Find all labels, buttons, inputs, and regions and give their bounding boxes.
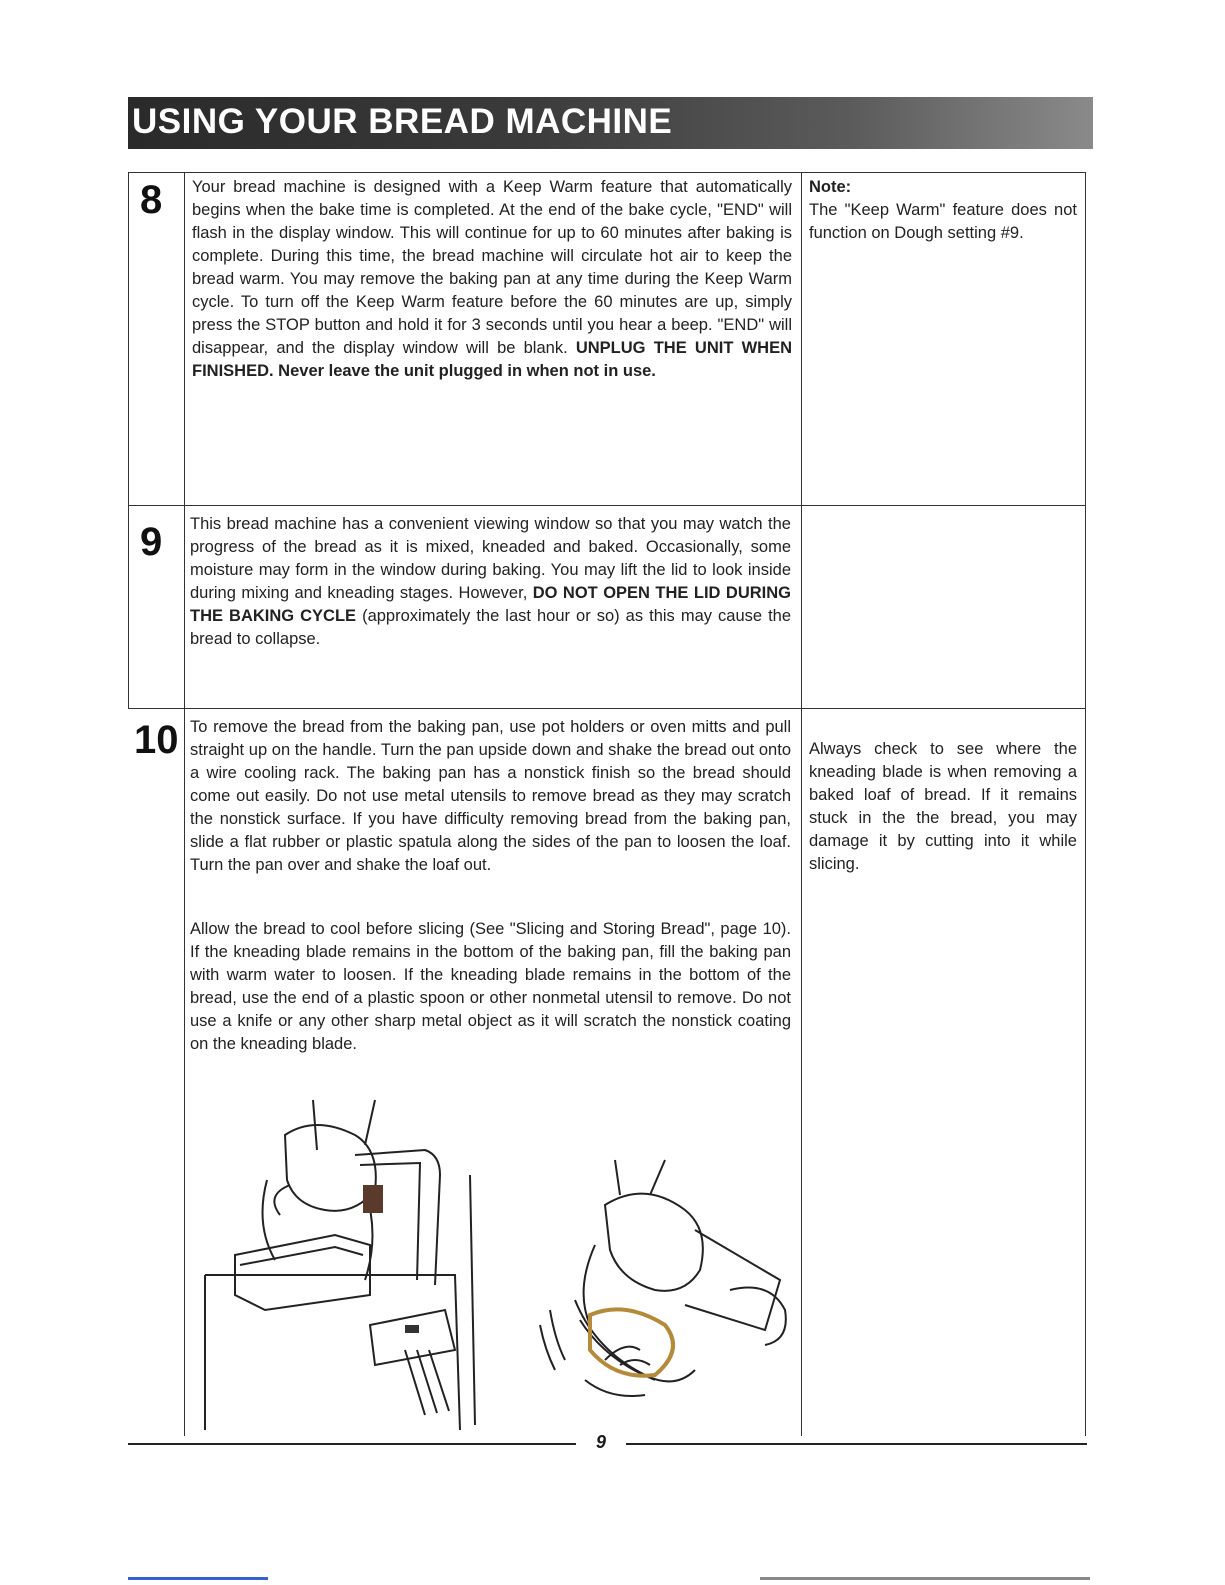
shaking-loaf-illustration [535,1150,805,1410]
step-8-note [809,176,1077,245]
bottom-edge-shadow [760,1577,1090,1580]
page-title: USING YOUR BREAD MACHINE [132,102,673,141]
step-10-para-2: Allow the bread to cool before slicing (See "Slicing and Storing Bread", page 10). If the kneading blade remains in the bottom of the baking pan, fill the baking pan with warm water to loosen. If the kneading blade remains in the bottom of the bread, use the end of a plastic spoon or other nonmetal utensil to remove. Do not use a knife or any other sharp metal object as it will scratch the nonstick coating on the kneading blade. [190,920,791,1053]
window-shading [363,1185,383,1213]
step-number-10: 10 [134,718,179,762]
step-9-text [190,513,791,651]
step-8-text [192,176,792,383]
page-number: 9 [596,1432,607,1452]
step-number-8: 8 [140,178,163,222]
row-divider-9-10 [128,708,1086,709]
step-8-warning: UNPLUG THE UNIT WHEN FINISHED. Never leave the unit plugged in when not in use. [192,339,792,380]
step-10-note: Always check to see where the kneading blade is when removing a baked loaf of bread. If it remains stuck in the the bread, you may damage it by cutting into it while slicing. [809,740,1077,873]
step-number-9: 9 [140,520,163,564]
step-9-warning: DO NOT OPEN THE LID DURING THE BAKING CYCLE [190,584,791,625]
table-top-rule [128,172,1086,173]
footer-rule-left [128,1443,576,1445]
number-column-rule [184,172,185,1436]
note-body: The "Keep Warm" feature does not function on Dough setting #9. [809,201,1077,242]
display-panel [405,1325,419,1333]
step-9-body-b: (approximately the last hour or so) as this may cause the bread to collapse. [190,607,792,648]
row-divider-8-9 [128,505,1086,506]
bottom-edge-strip [128,1577,268,1580]
step-9-body-a: This bread machine has a convenient viewing window so that you may watch the progress of the bread as it is mixed, kneaded and baked. Occasionally, some moisture may form in the window during baking. You may lift the lid to look inside during mixing and kneading stages. However, [190,515,791,602]
left-rule [128,172,129,708]
note-heading: Note: [809,178,852,196]
bread-machine-illustration [195,1095,495,1435]
footer-rule-right [626,1443,1087,1445]
step-8-body: Your bread machine is designed with a Keep Warm feature that automatically begins when the bake time is completed. At the end of the bake cycle, "END" will flash in the display window. This will continue for up to 60 minutes after baking is complete. During this time, the bread machine will circulate hot air to keep the bread warm. You may remove the baking pan at any time during the Keep Warm cycle. To turn off the Keep Warm feature before the 60 minutes are up, simply press the STOP button and hold it for 3 seconds until you hear a beep. "END" will disappear, and the display window will be blank. [192,178,792,357]
right-rule [1085,172,1086,1436]
step-10-para-1: To remove the bread from the baking pan, use pot holders or oven mitts and pull straight up on the handle. Turn the pan upside down and shake the bread out onto a wire cooling rack. The baking pan has a nonstick finish so the bread should come out easily. Do not use metal utensils to remove bread as they may scratch the nonstick surface. If you have difficulty removing bread from the baking pan, slide a flat rubber or plastic spatula along the sides of the pan to loosen the loaf. Turn the pan over and shake the loaf out. [190,718,791,874]
